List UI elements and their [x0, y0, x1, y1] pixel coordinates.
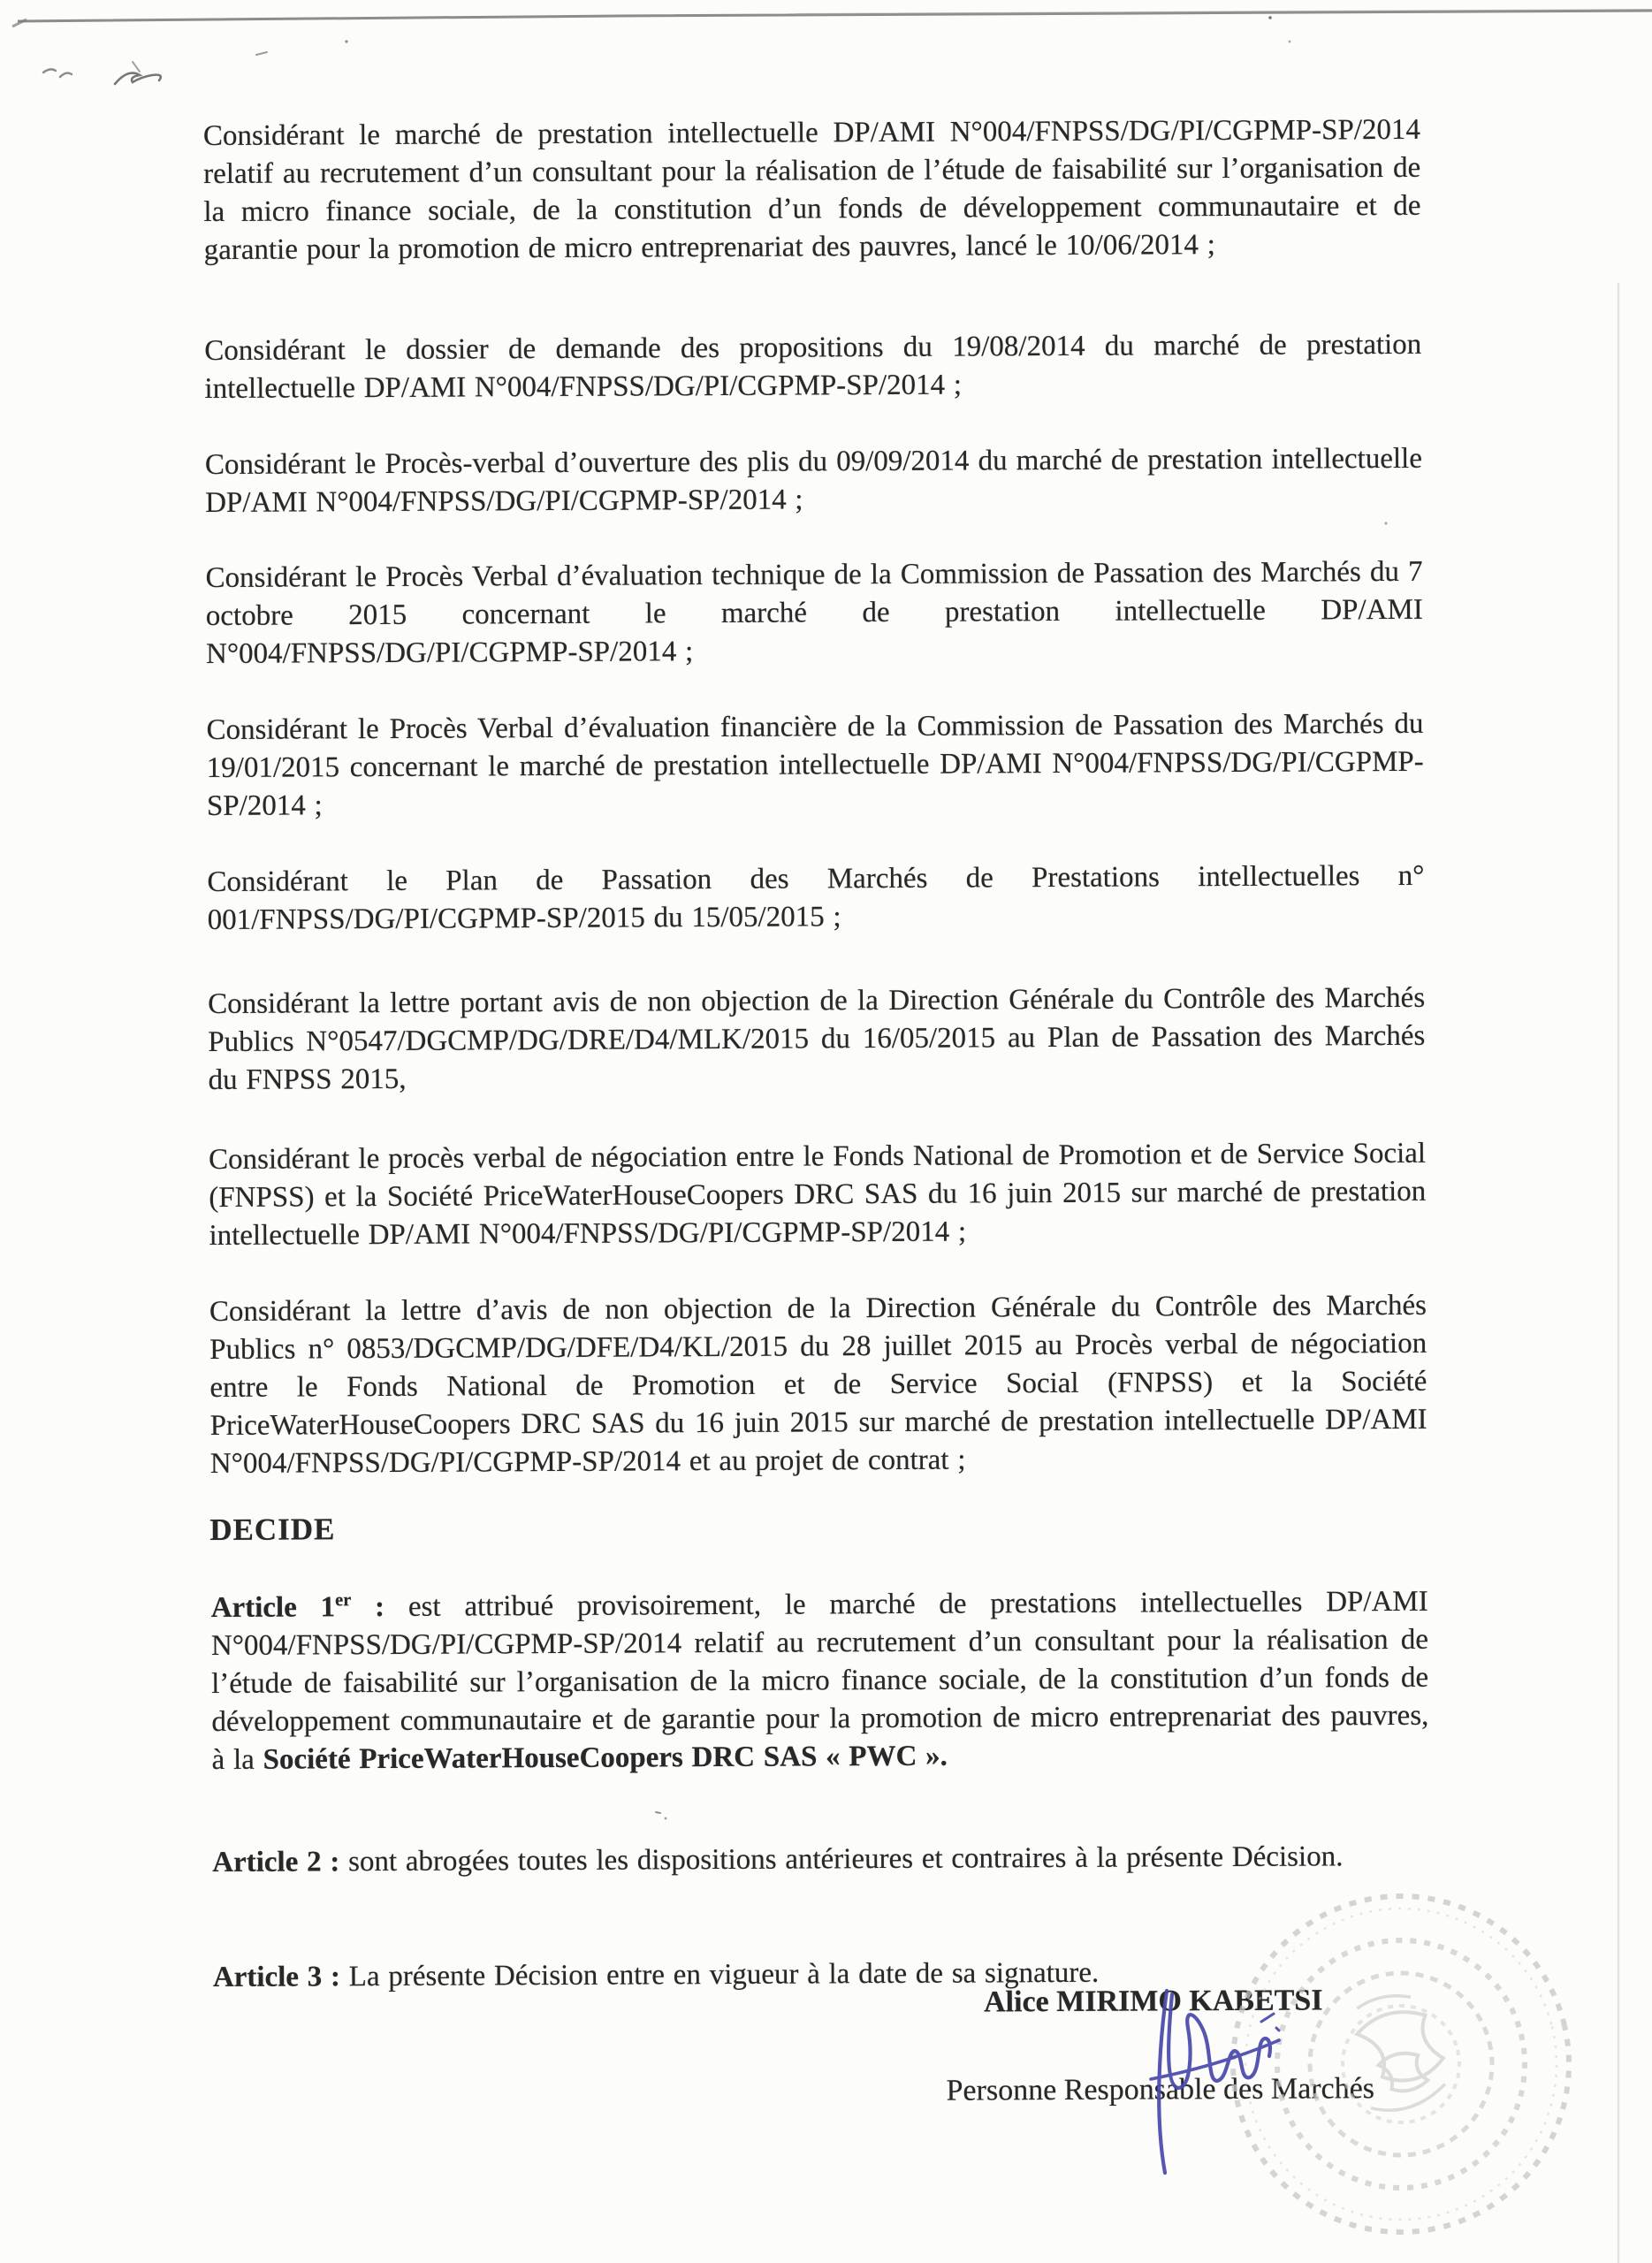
- signatory-role: Personne Responsable des Marchés: [946, 2072, 1375, 2107]
- considerant-paragraph-9: Considérant la lettre d’avis de non objection de la Direction Générale du Contrôle des Marchés Publics n° 0853/DGCMP/DG/DFE/D4/KL/2015 du 28 juillet 2015 au Procès verbal de négociation entre le Fonds National de Promotion et de Service Social (FNPSS) et la Société PriceWaterHouseCoopers DRC SAS du 16 juin 2015 sur marché de prestation intellectuelle DP/AMI N°004/FNPSS/DG/PI/CGPMP-SP/2014 et au projet de contrat ;: [209, 1289, 1427, 1481]
- signatory-name: Alice MIRIMO KABETSI: [983, 1984, 1323, 2019]
- considerant-paragraph-2: Considérant le dossier de demande des propositions du 19/08/2014 du marché de prestation intellectuelle DP/AMI N°004/FNPSS/DG/PI/CGPMP-SP/2014 ;: [204, 328, 1422, 406]
- article-2-paragraph: [212, 1838, 1429, 1882]
- considerant-paragraph-5: Considérant le Procès Verbal d’évaluation financière de la Commission de Passation des Marchés du 19/01/2015 concernant le marché de prestation intellectuelle DP/AMI N°004/FNPSS/DG/PI/CGPMP-SP/2014 ;: [206, 707, 1424, 823]
- considerant-paragraph-7: Considérant la lettre portant avis de non objection de la Direction Générale du Contrôle des Marchés Publics N°0547/DGCMP/DG/DRE/D4/MLK/2015 du 16/05/2015 au Plan de Passation des Marchés du FNPSS 2015,: [208, 981, 1426, 1097]
- article-3-label: Article 3 :: [212, 1961, 349, 1994]
- article-1-label: Article 1er :: [210, 1590, 409, 1625]
- article-1-superscript: er: [335, 1590, 352, 1611]
- decide-heading: DECIDE: [209, 1512, 336, 1548]
- considerant-paragraph-3: Considérant le Procès-verbal d’ouverture des plis du 09/09/2014 du marché de prestation intellectuelle DP/AMI N°004/FNPSS/DG/PI/CGPMP-SP/2014 ;: [204, 442, 1423, 520]
- considerant-paragraph-1: Considérant le marché de prestation intellectuelle DP/AMI N°004/FNPSS/DG/PI/CGPMP-SP/2014 relatif au recrutement d’un consultant pour la réalisation de l’étude de faisabilité sur l’organisation de la micro finance sociale, de la constitution d’un fonds de développement communautaire et de garantie pour la promotion de micro entreprenariat des pauvres, lancé le 10/06/2014 ;: [202, 113, 1421, 267]
- article-1-paragraph: [211, 1583, 1429, 1779]
- considerant-paragraph-6: Considérant le Plan de Passation des Marchés de Prestations intellectuelles n° 001/FNPSS/DG/PI/CGPMP-SP/2015 du 15/05/2015 ;: [207, 859, 1425, 937]
- article-1-company-name: Société PriceWaterHouseCoopers DRC SAS « PWC ».: [263, 1740, 948, 1776]
- article-3-text: La présente Décision entre en vigueur à la date de sa signature.: [348, 1956, 1100, 1993]
- article-2-text: sont abrogées toutes les dispositions antérieures et contraires à la présente Décision.: [347, 1840, 1344, 1878]
- considerant-paragraph-4: Considérant le Procès Verbal d’évaluation technique de la Commission de Passation des Marchés du 7 octobre 2015 concernant le marché de prestation intellectuelle DP/AMI N°004/FNPSS/DG/PI/CGPMP-SP/2014 ;: [205, 555, 1423, 671]
- article-2-label: Article 2 :: [212, 1846, 349, 1879]
- considerant-paragraph-8: Considérant le procès verbal de négociation entre le Fonds National de Promotion et de Service Social (FNPSS) et la Société PriceWaterHouseCoopers DRC SAS du 16 juin 2015 sur marché de prestation intellectuelle DP/AMI N°004/FNPSS/DG/PI/CGPMP-SP/2014 ;: [208, 1137, 1427, 1253]
- article-1-text: est attribué provisoirement, le marché de prestations intellectuelles DP/AMI N°004/FNPSS/DG/PI/CGPMP-SP/2014 relatif au recrutement d’un consultant pour la réalisation de l’étude de faisabilité sur l’organisation de la micro finance sociale, de la constitution d’un fonds de développement communautaire et de garantie pour la promotion de micro entreprenariat des pauvres, à la: [210, 1585, 1429, 1777]
